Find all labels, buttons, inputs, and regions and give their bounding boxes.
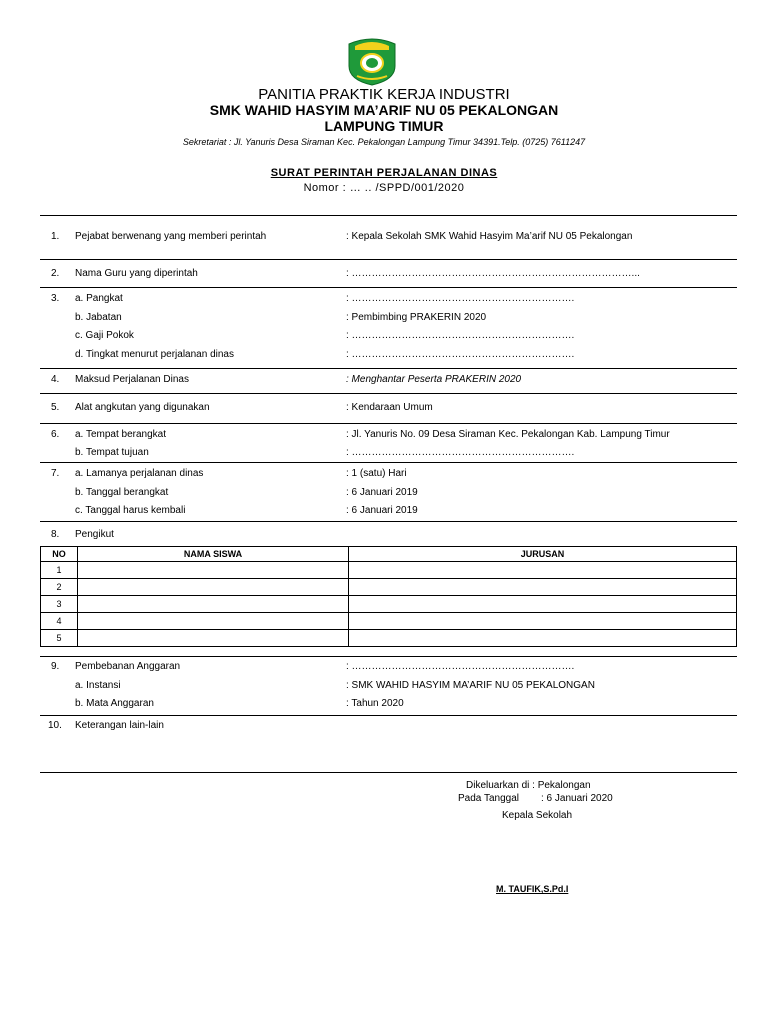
item-5-number: 5. — [51, 402, 60, 413]
pengikut-table — [40, 546, 737, 647]
row-jurusan — [349, 579, 737, 596]
row-jurusan — [349, 630, 737, 647]
item-4-value: : Menghantar Peserta PRAKERIN 2020 — [346, 374, 522, 385]
committee-name: PANITIA PRAKTIK KERJA INDUSTRI — [258, 86, 510, 103]
item-1-label: Pejabat berwenang yang memberi perintah — [75, 231, 267, 242]
document-number: Nomor : … .. /SPPD/001/2020 — [303, 182, 465, 194]
header-nama-siswa: NAMA SISWA — [78, 547, 349, 562]
divider — [40, 656, 737, 657]
item-3d-value: : …………………………………………………………. — [346, 349, 575, 360]
item-6-number: 6. — [51, 429, 60, 440]
item-9a-value: : SMK WAHID HASYIM MA’ARIF NU 05 PEKALONGAN — [346, 680, 595, 691]
divider — [40, 259, 737, 260]
divider — [40, 715, 737, 716]
divider — [40, 215, 737, 216]
item-3a-value: : …………………………………………………………. — [346, 293, 575, 304]
header-jurusan: JURUSAN — [349, 547, 737, 562]
signer-name: M. TAUFIK,S.Pd.I — [496, 884, 569, 894]
signer-position: Kepala Sekolah — [502, 810, 573, 821]
row-number: 2 — [41, 579, 78, 596]
header-no: NO — [41, 547, 78, 562]
item-9a-label: a. Instansi — [75, 680, 121, 691]
item-8-number: 8. — [51, 529, 60, 540]
item-7c-value: : 6 Januari 2019 — [346, 505, 418, 516]
item-10-label: Keterangan lain-lain — [75, 720, 164, 731]
item-8-label: Pengikut — [75, 529, 114, 540]
item-3c-value: : …………………………………………………………. — [346, 330, 575, 341]
item-7a-label: a. Lamanya perjalanan dinas — [75, 468, 204, 479]
item-7-number: 7. — [51, 468, 60, 479]
document-title: SURAT PERINTAH PERJALANAN DINAS — [270, 167, 498, 179]
item-9-label: Pembebanan Anggaran — [75, 661, 181, 672]
row-jurusan — [349, 596, 737, 613]
item-3c-label: c. Gaji Pokok — [75, 330, 134, 341]
item-7c-label: c. Tanggal harus kembali — [75, 505, 186, 516]
row-jurusan — [349, 613, 737, 630]
item-6a-label: a. Tempat berangkat — [75, 429, 166, 440]
item-9-number: 9. — [51, 661, 60, 672]
issued-at: Dikeluarkan di : Pekalongan — [466, 780, 591, 791]
item-4-label: Maksud Perjalanan Dinas — [75, 374, 189, 385]
divider — [40, 423, 737, 424]
row-number: 3 — [41, 596, 78, 613]
item-3b-value: : Pembimbing PRAKERIN 2020 — [346, 312, 487, 323]
table-row — [41, 596, 737, 613]
row-nama — [78, 579, 349, 596]
item-2-value: : …………………………………………………………………………... — [346, 268, 640, 279]
school-address: Sekretariat : Jl. Yanuris Desa Siraman Kec. Pekalongan Lampung Timur 34391.Telp. (0725) 7611247 — [182, 137, 586, 147]
item-5-value: : Kendaraan Umum — [346, 402, 433, 413]
row-jurusan — [349, 562, 737, 579]
table-row — [41, 562, 737, 579]
table-row — [41, 630, 737, 647]
item-1-number: 1. — [51, 231, 60, 242]
item-7b-label: b. Tanggal berangkat — [75, 487, 169, 498]
row-nama — [78, 562, 349, 579]
school-name: SMK WAHID HASYIM MA’ARIF NU 05 PEKALONGAN — [209, 102, 559, 118]
table-row — [41, 613, 737, 630]
item-9-value: : …………………………………………………………. — [346, 661, 575, 672]
item-3b-label: b. Jabatan — [75, 312, 122, 323]
school-emblem-logo — [345, 36, 399, 86]
item-10-number: 10. — [48, 720, 62, 731]
issued-date-label: Pada Tanggal — [458, 793, 519, 804]
item-5-label: Alat angkutan yang digunakan — [75, 402, 210, 413]
row-nama — [78, 630, 349, 647]
item-6b-value: : …………………………………………………………. — [346, 447, 575, 458]
item-1-value: : Kepala Sekolah SMK Wahid Hasyim Ma’arif NU 05 Pekalongan — [346, 231, 633, 242]
item-6b-label: b. Tempat tujuan — [75, 447, 149, 458]
item-2-number: 2. — [51, 268, 60, 279]
item-3d-label: d. Tingkat menurut perjalanan dinas — [75, 349, 234, 360]
divider — [40, 368, 737, 369]
divider — [40, 287, 737, 288]
row-nama — [78, 613, 349, 630]
item-7b-value: : 6 Januari 2019 — [346, 487, 418, 498]
item-6a-value: : Jl. Yanuris No. 09 Desa Siraman Kec. Pekalongan Kab. Lampung Timur — [346, 429, 670, 440]
row-number: 5 — [41, 630, 78, 647]
issued-date-value: : 6 Januari 2020 — [541, 793, 613, 804]
item-9b-value: : Tahun 2020 — [346, 698, 404, 709]
item-9b-label: b. Mata Anggaran — [75, 698, 154, 709]
item-3-number: 3. — [51, 293, 60, 304]
item-3a-label: a. Pangkat — [75, 293, 123, 304]
row-number: 1 — [41, 562, 78, 579]
table-row — [41, 579, 737, 596]
school-region: LAMPUNG TIMUR — [324, 118, 444, 134]
item-7a-value: : 1 (satu) Hari — [346, 468, 407, 479]
row-nama — [78, 596, 349, 613]
divider — [40, 772, 737, 773]
row-number: 4 — [41, 613, 78, 630]
divider — [40, 393, 737, 394]
item-4-number: 4. — [51, 374, 60, 385]
divider — [40, 462, 737, 463]
table-header-row — [41, 547, 737, 562]
item-2-label: Nama Guru yang diperintah — [75, 268, 198, 279]
divider — [40, 521, 737, 522]
